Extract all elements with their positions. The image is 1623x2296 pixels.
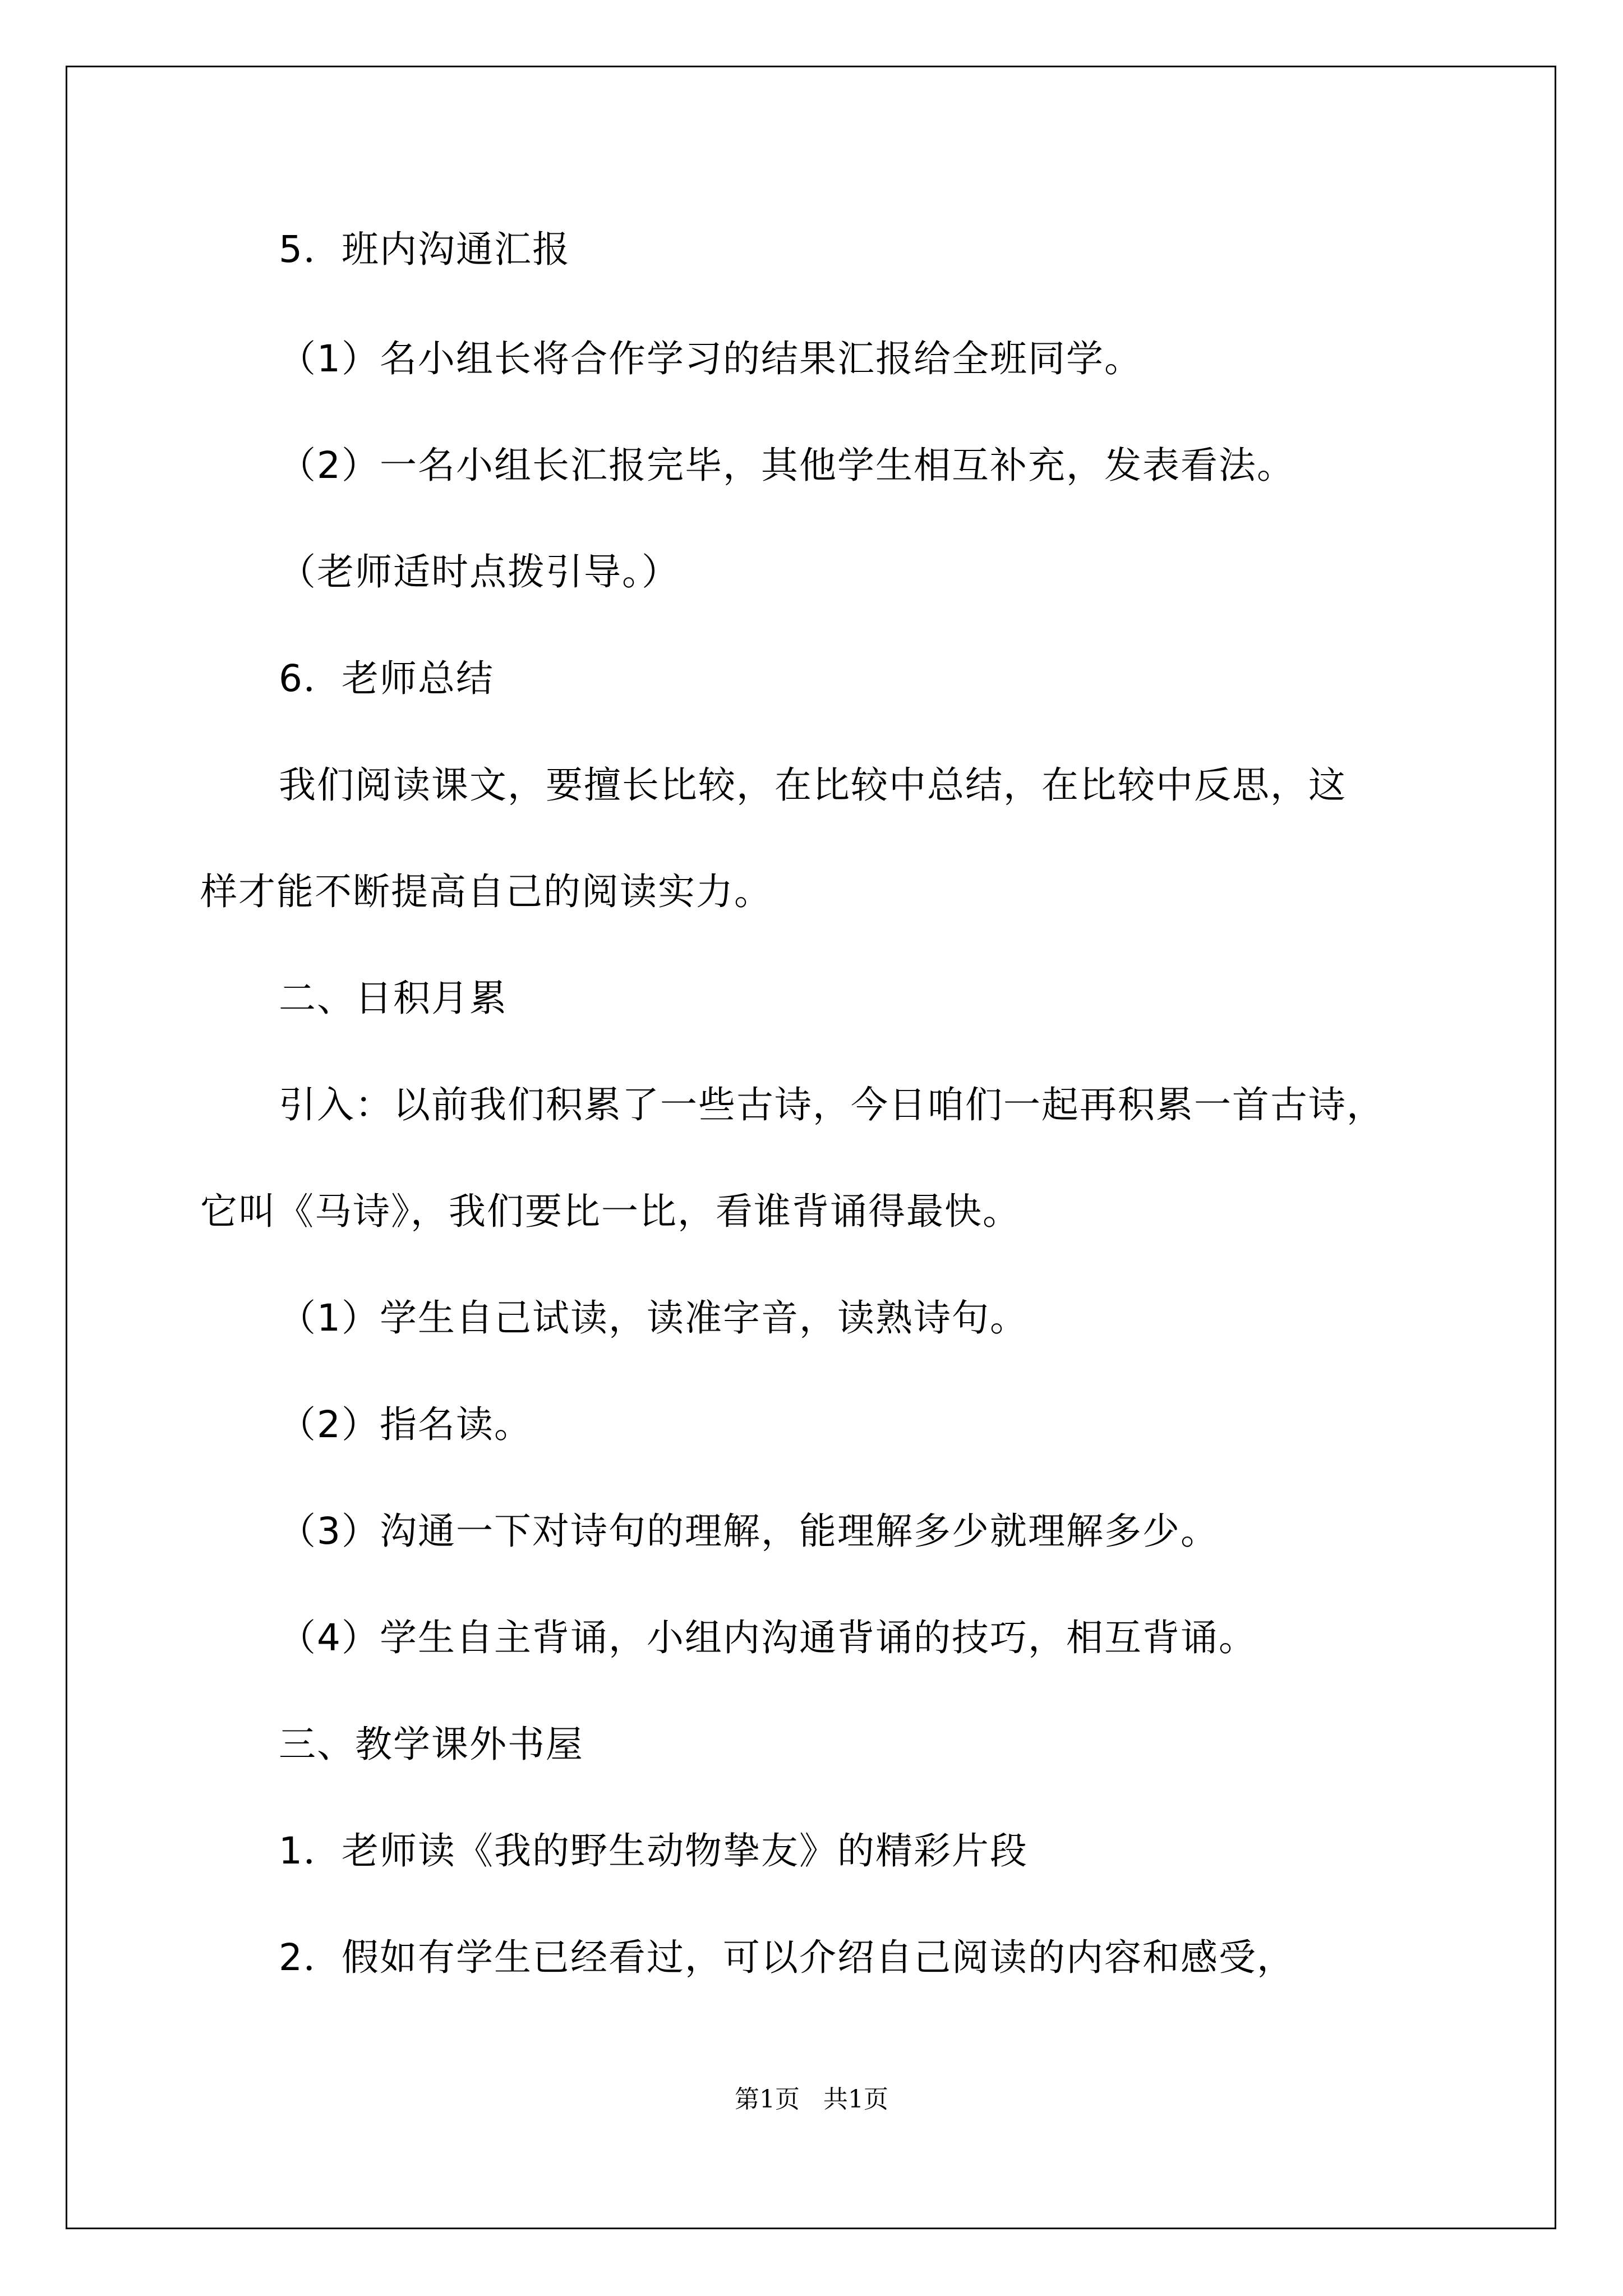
page-border: [66, 66, 1556, 2229]
text-line: 样才能不断提高自己的阅读实力。: [200, 870, 772, 913]
text-line: （老师适时点拨引导。）: [279, 550, 680, 593]
text-line: 2．假如有学生已经看过，可以介绍自己阅读的内容和感受，: [279, 1936, 1295, 1979]
page-footer: 第1页 共1页: [735, 2085, 888, 2114]
text-line: 1．老师读《我的野生动物挚友》的精彩片段: [279, 1829, 1028, 1872]
text-line: （3）沟通一下对诗句的理解，能理解多少就理解多少。: [279, 1510, 1219, 1553]
text-line: 它叫《马诗》，我们要比一比，看谁背诵得最快。: [200, 1190, 1021, 1233]
text-line: 5．班内沟通汇报: [279, 228, 570, 271]
text-line: 我们阅读课文，要擅长比较，在比较中总结，在比较中反思，这: [279, 763, 1347, 807]
text-line: （1）名小组长将合作学习的结果汇报给全班同学。: [279, 337, 1142, 380]
text-line: （1）学生自己试读，读准字音，读熟诗句。: [279, 1296, 1028, 1340]
text-line: （4）学生自主背诵，小组内沟通背诵的技巧，相互背诵。: [279, 1616, 1257, 1659]
text-line: 引入：以前我们积累了一些古诗，今日咱们一起再积累一首古诗，: [279, 1083, 1385, 1126]
text-line: 二、日积月累: [279, 977, 508, 1020]
text-line: 三、教学课外书屋: [279, 1723, 584, 1766]
text-line: （2）一名小组长汇报完毕，其他学生相互补充，发表看法。: [279, 444, 1295, 487]
text-line: （2）指名读。: [279, 1403, 532, 1446]
text-line: 6．老师总结: [279, 657, 494, 700]
